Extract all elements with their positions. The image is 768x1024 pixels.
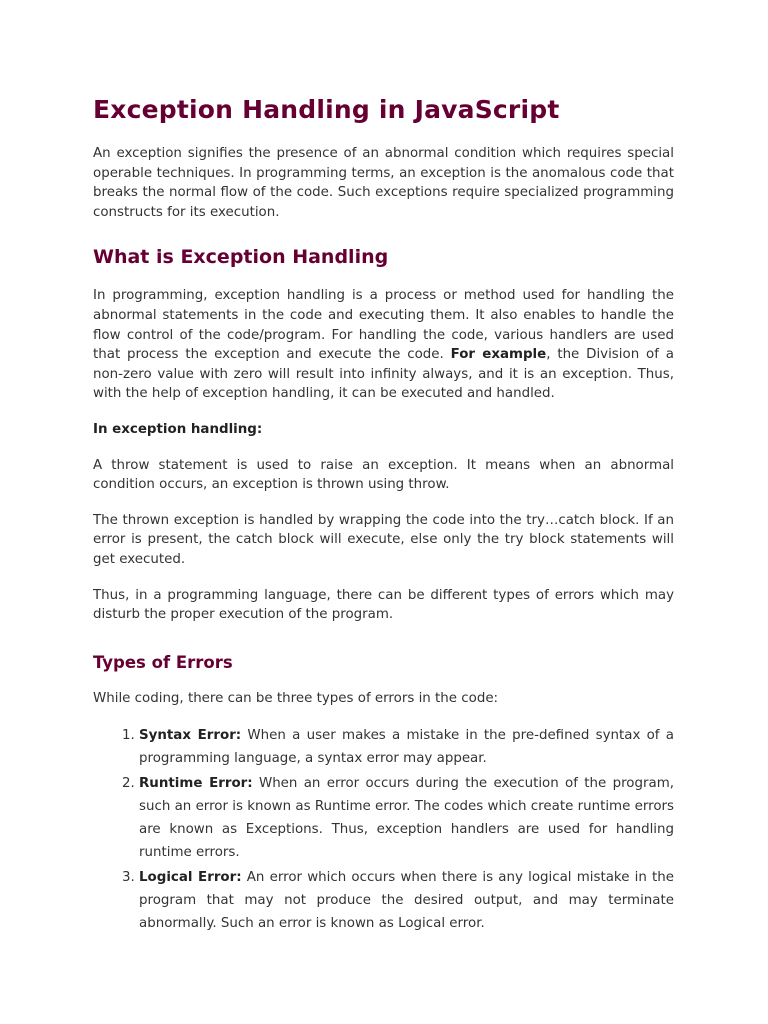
paragraph-text: In programming, exception handling is a process or method used for handling the abnormal statements in the code and executing them. It also enables to handle the flow control of the code/program. For handling the code, various handlers are used that process the exception and execute the code. [93,288,674,363]
intro-paragraph: An exception signifies the presence of an abnormal condition which requires special operable techniques. In programming terms, an exception is the anomalous code that breaks the normal flow of the code. Such exceptions require specialized programming constructs for its execution. [93,146,674,220]
errors-paragraph: Thus, in a programming language, there can be different types of errors which may disturb the proper execution of the program. [93,587,674,623]
list-item-logical-error [139,866,674,935]
list-item-term: Logical Error: [139,870,242,886]
exception-handling-paragraph [93,286,674,404]
section-heading-what-is-exception-handling: What is Exception Handling [93,246,389,269]
try-catch-paragraph: The thrown exception is handled by wrapping the code into the try…catch block. If an error is present, the catch block will execute, else only the try block statements will get executed. [93,512,674,567]
list-item-text: When a user makes a mistake in the pre-defined syntax of a programming language, a syntax error may appear. [139,728,674,767]
page-title: Exception Handling in JavaScript [93,95,560,124]
in-exception-handling-subheading [93,420,674,440]
types-intro-paragraph: While coding, there can be three types of errors in the code: [93,690,499,706]
section-heading-types-of-errors: Types of Errors [93,652,233,672]
list-item-runtime-error [139,772,674,864]
for-example-bold: For example [450,347,547,363]
throw-statement-paragraph: A throw statement is used to raise an exception. It means when an abnormal condition occurs, an exception is thrown using throw. [93,457,674,493]
document-page [93,92,674,937]
list-item-text: When an error occurs during the execution of the program, such an error is known as Runtime error. The codes which create runtime errors are known as Exceptions. Thus, exception handlers are used for handling runtime errors. [139,776,674,861]
error-types-list [93,724,674,935]
paragraph-text: , the Division of a non-zero value with zero will result into infinity always, and it is an exception. Thus, with the help of exception handling, it can be executed and handled. [93,347,674,402]
list-item-text: An error which occurs when there is any logical mistake in the program that may not produce the desired output, and may terminate abnormally. Such an error is known as Logical error. [139,870,674,932]
list-item-term: Runtime Error: [139,776,253,792]
list-item-term: Syntax Error: [139,728,242,744]
subheading-bold: In exception handling: [93,421,263,437]
list-item-syntax-error [139,724,674,770]
